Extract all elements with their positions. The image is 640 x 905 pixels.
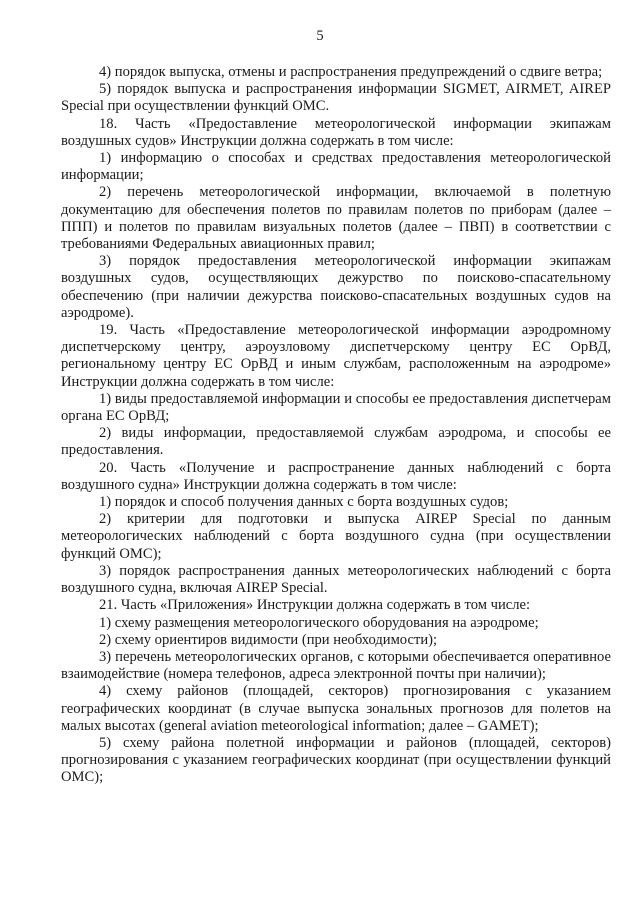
paragraph-18-item-1: 1) информацию о способах и средствах предоставления метеорологической информации; — [61, 150, 611, 184]
paragraph-20-item-1: 1) порядок и способ получения данных с борта воздушных судов; — [99, 494, 509, 511]
paragraph-section-18-heading: 18. Часть «Предоставление метеорологической информации экипажам воздушных судов» Инструкции должна содержать в том числе: — [61, 115, 611, 149]
paragraph-wind-shear-warnings: 4) порядок выпуска, отмены и распространения предупреждений о сдвиге ветра; — [99, 64, 603, 80]
paragraph-21-item-1: 1) схему размещения метеорологического оборудования на аэродроме; — [99, 614, 539, 631]
paragraph-18-item-3: 3) порядок предоставления метеорологической информации экипажам воздушных судов, осуществляющих дежурство по поисково-спасательному обеспечению (при наличии дежурства поисково-спасательных воздушных судов на аэродроме). — [61, 253, 611, 321]
paragraph-19-item-1: 1) виды предоставляемой информации и способы ее предоставления диспетчерам органа ЕС ОрВД; — [61, 390, 611, 425]
document-body — [61, 64, 611, 787]
paragraph-18-item-2: 2) перечень метеорологической информации, включаемой в полетную документацию для обеспечения полетов по правилам полетов по приборам (далее – ППП) и полетов по правилам визуальных полетов (далее – ПВП) в соответствии с требованиями Федеральных авиационных правил; — [61, 184, 611, 253]
paragraph-section-21-heading: 21. Часть «Приложения» Инструкции должна содержать в том числе: — [99, 597, 531, 614]
paragraph-section-20-heading: 20. Часть «Получение и распространение данных наблюдений с борта воздушного судна» Инструкции должна содержать в том числе: — [61, 459, 611, 493]
paragraph-21-item-5: 5) схему района полетной информации и районов (площадей, секторов) прогнозирования с указанием географических координат (при осуществлении функций ОМС); — [61, 734, 611, 786]
paragraph-sigmet-airmet: 5) порядок выпуска и распространения информации SIGMET, AIRMET, AIREP Special при осуществлении функций ОМС. — [61, 81, 611, 115]
paragraph-section-19-heading: 19. Часть «Предоставление метеорологической информации аэродромному диспетчерскому центру, аэроузловому диспетчерскому центру ЕС ОрВД, региональному центру ЕС ОрВД и иным службам, расположенным на аэродроме» Инструкции должна содержать в том числе: — [61, 322, 611, 390]
paragraph-19-item-2: 2) виды информации, предоставляемой службам аэродрома, и способы ее предоставления. — [61, 425, 611, 459]
paragraph-20-item-2: 2) критерии для подготовки и выпуска AIREP Special по данным метеорологических наблюдений с борта воздушного судна (при осуществлении функций ОМС); — [61, 511, 611, 562]
paragraph-21-item-3: 3) перечень метеорологических органов, с которыми обеспечивается оперативное взаимодействие (номера телефонов, адреса электронной почты при наличии); — [61, 648, 611, 683]
paragraph-20-item-3: 3) порядок распространения данных метеорологических наблюдений с борта воздушного судна, включая AIREP Special. — [61, 562, 611, 597]
page-number: 5 — [316, 28, 324, 44]
paragraph-21-item-4: 4) схему районов (площадей, секторов) прогнозирования с указанием географических координат (в случае выпуска зональных прогнозов для полетов на малых высотах (general aviation meteorological information; далее – GAMET); — [61, 683, 611, 734]
paragraph-21-item-2: 2) схему ориентиров видимости (при необходимости); — [99, 631, 438, 648]
